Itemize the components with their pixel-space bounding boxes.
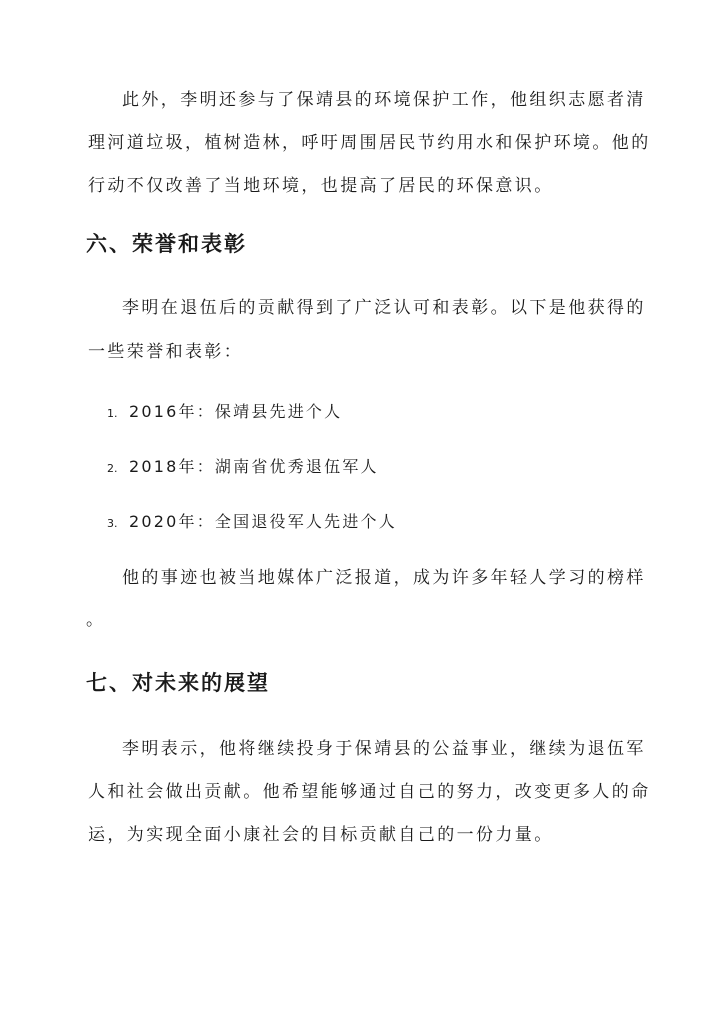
list-item-text: 2020年：全国退役军人先进个人 bbox=[129, 512, 397, 531]
list-item bbox=[107, 401, 342, 425]
paragraph-line: 一些荣誉和表彰： bbox=[88, 342, 244, 362]
section-heading-future: 七、对未来的展望 bbox=[86, 671, 270, 695]
list-item-text: 2018年：湖南省优秀退伍军人 bbox=[129, 457, 379, 476]
paragraph-line: 李明在退伍后的贡献得到了广泛认可和表彰。以下是他获得的 bbox=[122, 298, 646, 318]
paragraph-line: 他的事迹也被当地媒体广泛报道，成为许多年轻人学习的榜样 bbox=[122, 568, 646, 588]
paragraph-line: 李明表示，他将继续投身于保靖县的公益事业，继续为退伍军 bbox=[122, 739, 646, 759]
paragraph-line: 。 bbox=[86, 610, 106, 630]
paragraph-line: 运，为实现全面小康社会的目标贡献自己的一份力量。 bbox=[88, 825, 554, 845]
paragraph-line: 理河道垃圾，植树造林，呼吁周围居民节约用水和保护环境。他的 bbox=[88, 133, 651, 153]
list-item bbox=[107, 456, 379, 480]
list-item-number: 3. bbox=[107, 517, 118, 530]
list-item-number: 2. bbox=[107, 462, 118, 475]
list-item-text: 2016年：保靖县先进个人 bbox=[129, 402, 343, 421]
list-item bbox=[107, 511, 397, 535]
paragraph-line: 行动不仅改善了当地环境，也提高了居民的环保意识。 bbox=[88, 176, 554, 196]
paragraph-line: 此外，李明还参与了保靖县的环境保护工作，他组织志愿者清 bbox=[122, 90, 646, 110]
list-item-number: 1. bbox=[107, 407, 118, 420]
section-heading-honors: 六、荣誉和表彰 bbox=[86, 232, 247, 256]
paragraph-line: 人和社会做出贡献。他希望能够通过自己的努力，改变更多人的命 bbox=[88, 782, 651, 802]
